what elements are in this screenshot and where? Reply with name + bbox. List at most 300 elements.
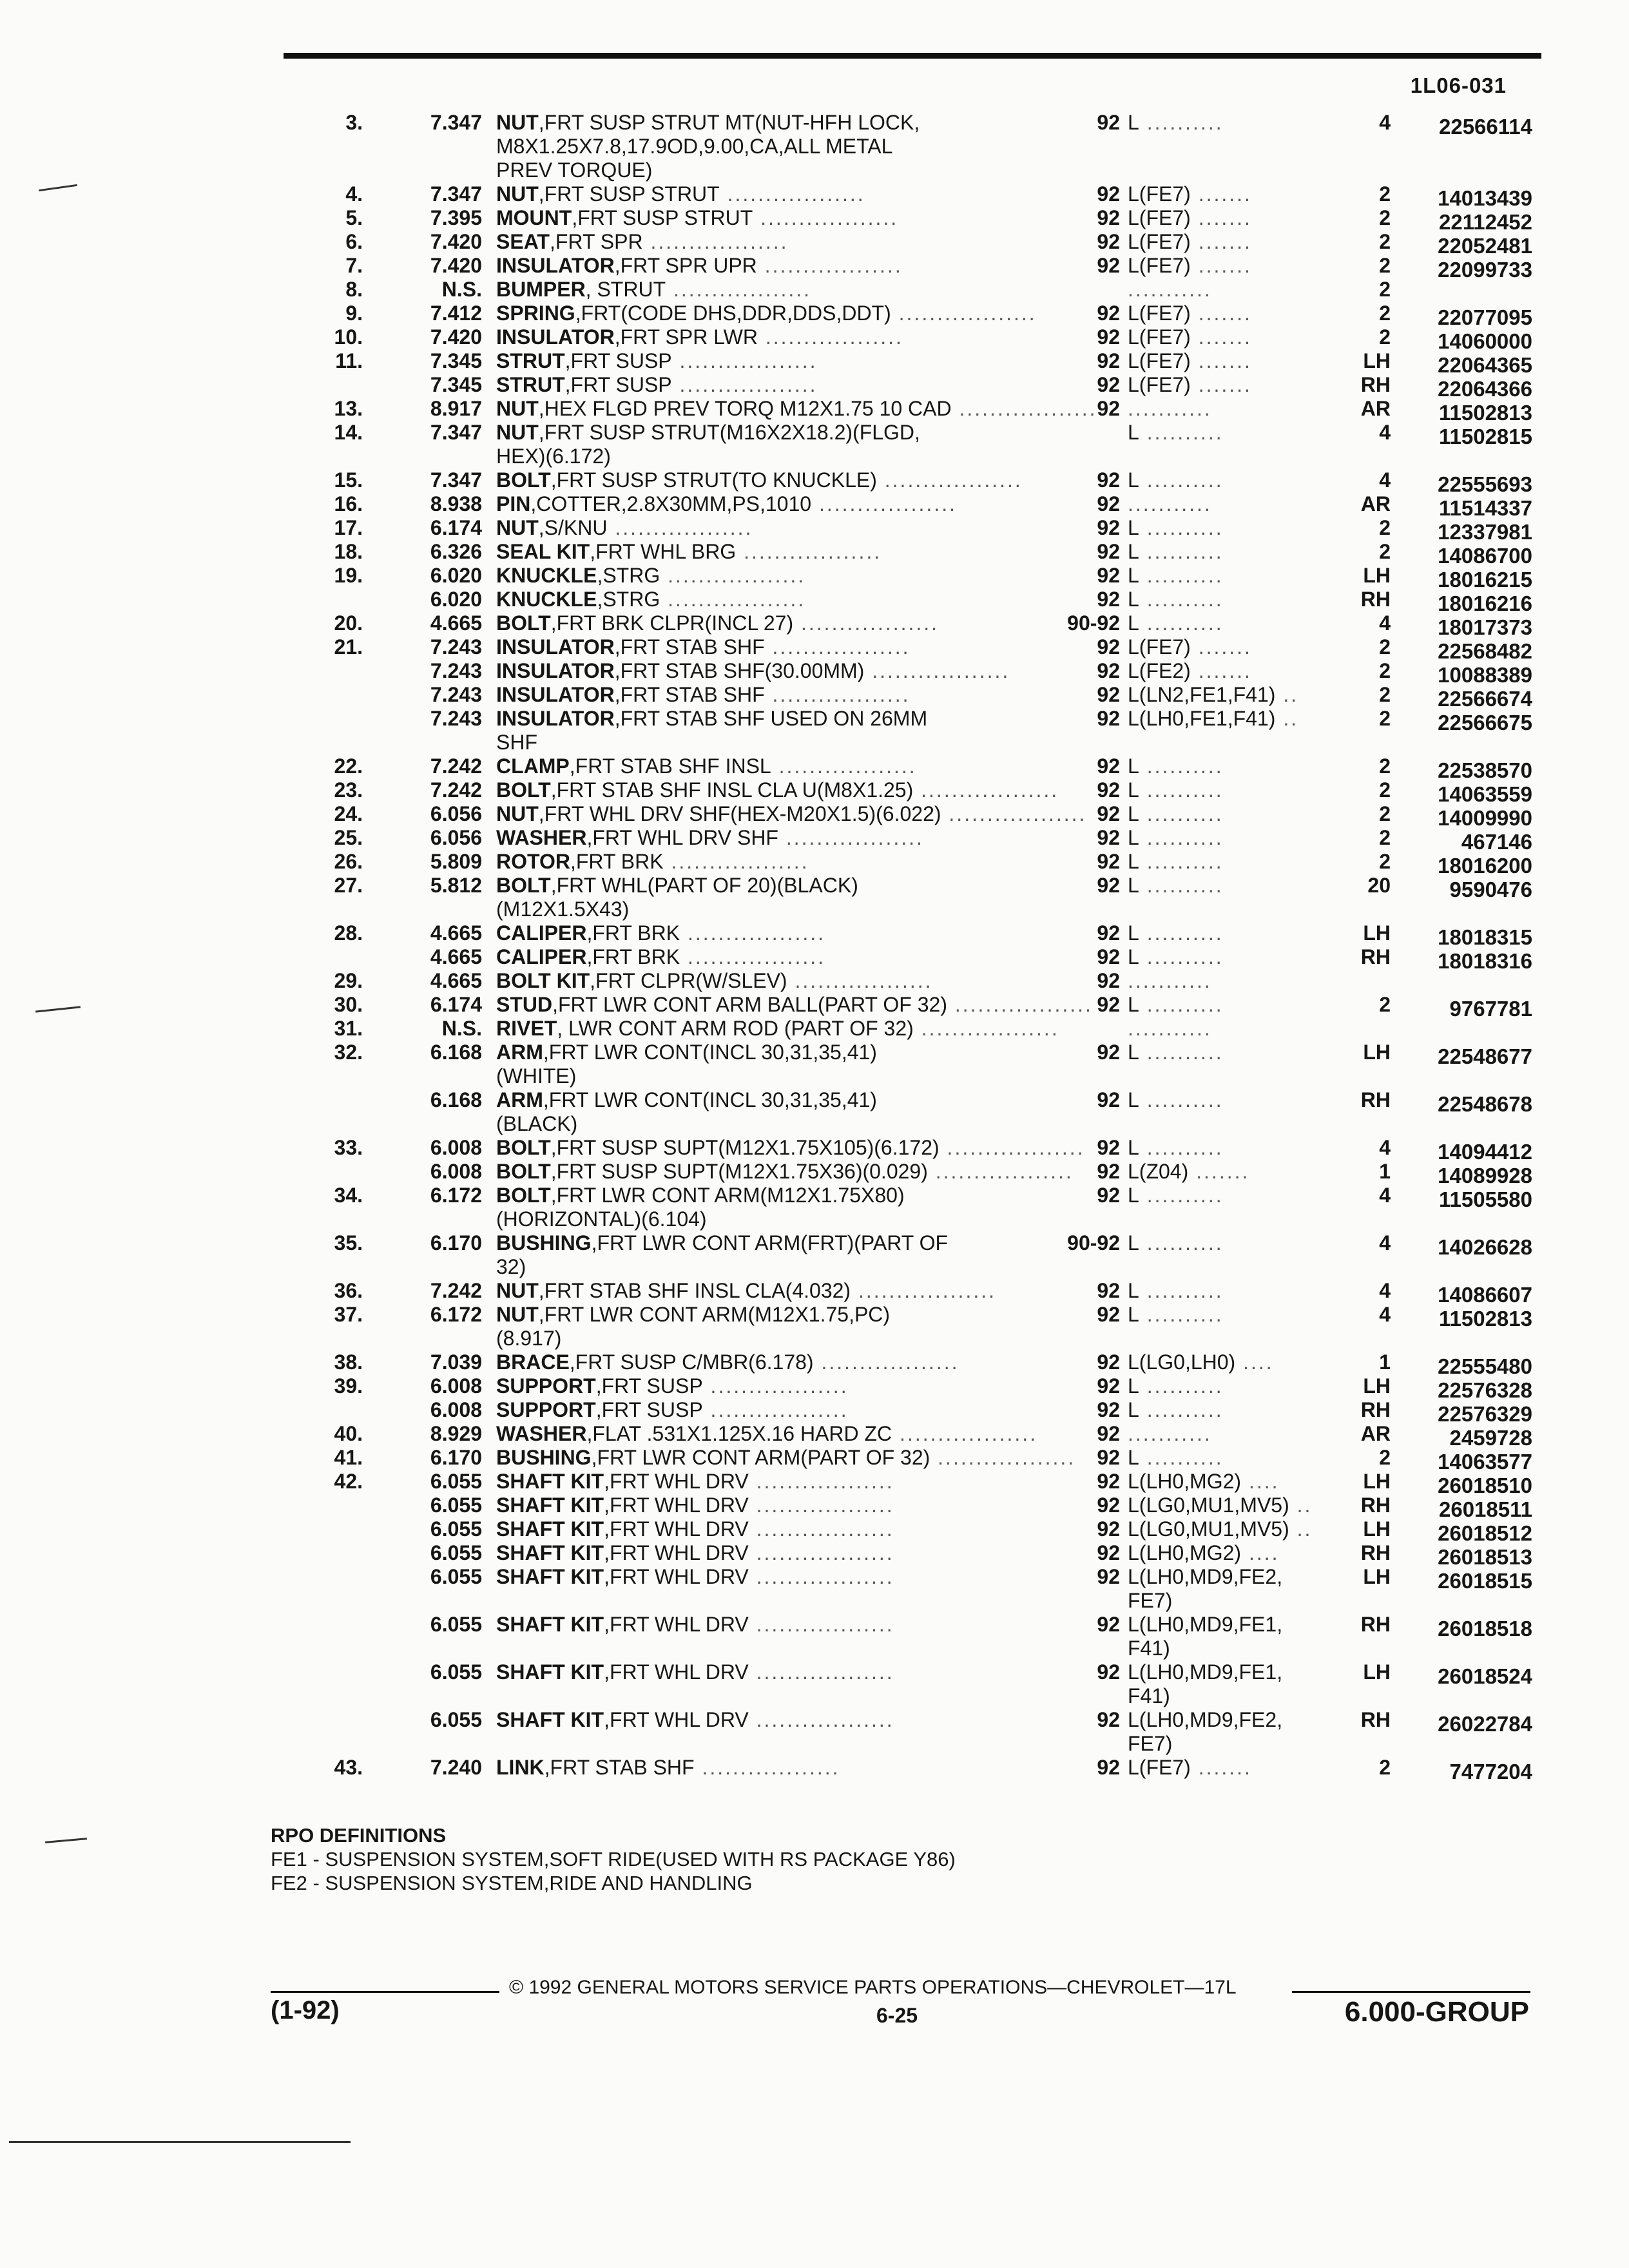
year: 92 [1097,1517,1120,1541]
quantity: 2 [1379,659,1391,682]
usage-line [1128,754,1224,778]
part-name: CLAMP [496,754,570,778]
part-number: 14094412 [1438,1140,1532,1164]
quantity: 4 [1379,1231,1391,1254]
fig-number: 17. [334,516,363,539]
part-name: SHAFT KIT [496,1541,604,1564]
part-description [496,1708,1050,1732]
usage-line [1128,230,1252,254]
usage-line [1128,802,1224,826]
table-row [0,397,1629,425]
part-description [496,1017,1059,1041]
usage-code [1128,921,1224,945]
leader-dots: .................. [671,373,818,396]
part-description [496,707,1050,754]
usage-continuation: F41) [1128,1684,1170,1707]
part-name: CALIPER [496,921,587,945]
usage-line [1128,302,1252,325]
part-name: MOUNT [496,206,572,229]
description-text: ,FRT LWR CONT(INCL 30,31,35,41) [543,1041,877,1064]
year: 92 [1097,1613,1120,1636]
usage-text: L(LH0,MD9,FE1, [1128,1660,1283,1684]
description-line [496,611,1050,635]
table-row [0,111,1629,182]
leader-dots: .................. [951,397,1097,420]
usage-line [1128,921,1224,945]
part-name: ARM [496,1041,543,1064]
parts-table [0,111,1629,1783]
leader-dots: .......... [1139,111,1224,134]
part-number: 14060000 [1438,329,1532,353]
table-row [0,1398,1629,1426]
description-line [496,1279,1050,1303]
fig-number: 9. [345,302,363,325]
leader-dots: ....... [1190,182,1252,206]
usage-line [1128,397,1212,421]
quantity: LH [1363,1041,1391,1064]
year: 92 [1097,1350,1120,1374]
leader-dots: ....... [1190,230,1252,253]
usage-line [1128,1541,1280,1565]
leader-dots: .. [1275,707,1299,730]
part-description [496,921,1050,945]
fig-number: 14. [334,421,363,444]
description-text: ,STRG [597,564,660,587]
fig-number: 31. [334,1017,363,1040]
part-description [496,683,1050,707]
usage-line [1128,1279,1224,1303]
fig-number: 42. [334,1470,363,1493]
quantity: RH [1360,1088,1391,1111]
usage-text: L(FE7) [1128,373,1191,396]
table-row [0,1446,1629,1474]
usage-line [1128,1517,1312,1541]
description-text: ,FRT WHL DRV [604,1613,749,1636]
group-number: 6.055 [430,1565,482,1588]
quantity: 2 [1379,230,1391,253]
year: 92 [1097,397,1120,420]
part-name: INSULATOR [496,325,615,349]
description-line [496,564,1050,588]
description-line [496,1112,1050,1136]
part-number: 22555693 [1438,472,1532,496]
usage-text: L(FE7) [1128,206,1191,229]
part-description [496,850,1050,874]
group-number: 7.347 [430,468,482,492]
fig-number: 18. [334,540,363,563]
table-row [0,373,1629,401]
part-description [496,373,1050,397]
year: 92 [1097,182,1120,206]
leader-dots: .................. [941,802,1087,825]
description-line [496,278,1050,302]
leader-dots: .......... [1139,421,1224,444]
part-description [496,230,1050,254]
part-name: INSULATOR [496,254,615,277]
part-name: STRUT [496,349,565,372]
description-text: SHF [496,731,537,754]
quantity: RH [1360,1541,1391,1564]
usage-code [1128,1708,1282,1756]
usage-line [1128,993,1224,1017]
description-line [496,898,1050,921]
leader-dots: .................. [666,278,812,301]
part-number: 18017373 [1438,615,1532,639]
year: 92 [1097,564,1120,587]
leader-dots: .................. [930,1446,1076,1469]
usage-code [1128,1446,1224,1470]
leader-dots: .................. [607,516,753,539]
table-row [0,945,1629,973]
description-text: ,FRT WHL DRV [604,1517,749,1541]
usage-line [1128,945,1224,969]
usage-line [1128,254,1252,278]
usage-line [1128,325,1252,349]
bottom-rule [9,2141,351,2143]
group-number: 6.326 [430,540,482,563]
page-number: 6-25 [876,2004,918,2027]
description-text: ,FRT LWR CONT ARM(M12X1.75X80) [550,1184,905,1207]
description-text: 32) [496,1255,526,1278]
description-line [496,182,1050,206]
fig-number: 39. [334,1374,363,1398]
leader-dots: .................. [702,1398,849,1421]
leader-dots: ....... [1190,206,1252,229]
usage-text: L [1128,1446,1139,1469]
usage-line [1128,1565,1282,1589]
leader-dots: .................. [811,492,957,515]
leader-dots: .......... [1139,1136,1224,1159]
usage-code [1128,1303,1224,1327]
leader-dots: .. [1289,1517,1313,1541]
usage-code [1128,1160,1249,1184]
part-name: SHAFT KIT [496,1660,604,1684]
group-number: 7.420 [430,325,482,349]
part-number: 11502813 [1438,1307,1532,1331]
usage-code [1128,111,1224,135]
fig-number: 15. [334,468,363,492]
description-text: (WHITE) [496,1064,577,1088]
usage-code [1128,182,1252,206]
part-name: SUPPORT [496,1374,596,1398]
usage-text: L [1128,588,1139,611]
quantity: 2 [1379,1446,1391,1469]
part-description [496,1446,1076,1470]
table-row [0,1303,1629,1350]
description-line [496,468,1050,492]
part-description [496,206,1050,230]
part-description [496,969,1050,993]
quantity: AR [1360,492,1391,515]
part-number: 22566675 [1438,711,1532,735]
description-line [496,1255,1050,1279]
description-line [496,1517,1050,1541]
usage-code [1128,397,1212,421]
part-description [496,1374,1050,1398]
usage-text: L(LN2,FE1,F41) [1128,683,1276,706]
part-name: PIN [496,492,531,515]
part-number: 22566114 [1438,115,1532,139]
table-row [0,1613,1629,1660]
part-number: 11502813 [1438,401,1532,425]
usage-line [1128,492,1212,516]
table-row [0,540,1629,568]
table-row [0,1660,1629,1708]
group-number: 6.055 [430,1660,482,1684]
usage-line [1128,635,1252,659]
description-text: ,FRT SPR UPR [614,254,757,277]
quantity: 4 [1379,611,1391,635]
leader-dots: .................. [671,349,818,372]
description-line [496,325,1050,349]
leader-dots: ....... [1190,302,1252,325]
date-code: (1-92) [271,1996,340,2024]
part-number: 22566674 [1438,687,1532,711]
part-name: ARM [496,1088,543,1111]
usage-continuation: FE7) [1128,1732,1173,1755]
part-description [496,1398,1050,1422]
part-name: RIVET [496,1017,557,1040]
usage-code [1128,1565,1282,1613]
table-row [0,1136,1629,1164]
quantity: LH [1363,1660,1391,1684]
leader-dots: ....... [1188,1160,1250,1183]
part-number: 14063559 [1438,782,1532,806]
usage-code [1128,1660,1282,1708]
table-row [0,421,1629,468]
usage-code [1128,1541,1280,1565]
description-text: ,FRT WHL DRV SHF(HEX-M20X1.5)(6.022) [538,802,941,825]
part-description [496,1184,1050,1231]
description-line [496,588,1050,611]
leader-dots: .......... [1139,874,1224,897]
usage-text: L(FE7) [1128,254,1191,277]
part-name: SUPPORT [496,1398,596,1421]
description-text: ,FRT SUSP C/MBR(6.178) [569,1350,814,1374]
usage-code [1128,564,1224,588]
leader-dots: .................. [736,540,882,563]
usage-code [1128,1470,1280,1494]
group-number: 4.665 [430,969,482,992]
description-line [496,349,1050,373]
description-line [496,1184,1050,1207]
quantity: RH [1360,945,1391,968]
part-description [496,778,1059,802]
year: 92 [1097,826,1120,849]
table-row [0,182,1629,210]
part-name: NUT [496,1303,539,1326]
description-text: ,FRT SUSP STRUT MT(NUT-HFH LOCK, [538,111,920,134]
table-row [0,492,1629,520]
usage-line [1128,1446,1224,1470]
description-line [496,754,1050,778]
leader-dots: .......... [1139,1279,1224,1302]
description-line [496,731,1050,754]
group-number: 6.174 [430,516,482,539]
group-number: 6.055 [430,1541,482,1564]
usage-line [1128,373,1252,397]
leader-dots: .................. [757,325,903,349]
part-description [496,564,1050,588]
part-description [496,635,1050,659]
part-number: 11502815 [1438,425,1532,448]
quantity: LH [1363,921,1391,945]
part-description [496,1565,1050,1589]
year: 90-92 [1067,1231,1120,1254]
quantity: 2 [1379,993,1391,1016]
leader-dots: .................. [892,1422,1038,1445]
part-name: STRUT [496,373,565,396]
group-number: 7.240 [430,1756,482,1779]
usage-code [1128,1136,1224,1160]
usage-code [1128,826,1224,850]
year: 92 [1097,802,1120,825]
table-row [0,1708,1629,1756]
table-row [0,802,1629,830]
quantity: 1 [1379,1350,1391,1374]
part-number: 12337981 [1438,520,1532,544]
leader-dots: .................. [813,1350,959,1374]
part-name: LINK [496,1756,545,1779]
year: 92 [1097,1565,1120,1588]
group-number: 7.420 [430,254,482,277]
fig-number: 13. [334,397,363,420]
usage-text: L(LH0,MD9,FE2, [1128,1708,1283,1731]
group-number: 6.008 [430,1398,482,1421]
year: 92 [1097,206,1120,229]
usage-code [1128,302,1252,325]
year: 92 [1097,778,1120,802]
part-description [496,349,1050,373]
leader-dots: .................. [757,254,903,277]
part-name: ROTOR [496,850,570,873]
usage-text: L [1128,802,1139,825]
usage-line [1128,421,1224,445]
part-description [496,516,1050,540]
usage-text: L [1128,1041,1139,1064]
description-text: ,FRT WHL DRV [604,1470,749,1493]
description-line [496,683,1050,707]
leader-dots: .................. [778,826,924,849]
year: 92 [1097,540,1120,563]
part-name: BOLT KIT [496,969,590,992]
description-text: ,FRT WHL DRV [604,1565,749,1588]
copyright: © 1992 GENERAL MOTORS SERVICE PARTS OPERATIONS—CHEVROLET—17L [509,1977,1237,1998]
usage-code [1128,492,1212,516]
group-number: 6.174 [430,993,482,1016]
part-number: 22099733 [1438,258,1532,282]
quantity: AR [1360,397,1391,420]
usage-line [1128,826,1224,850]
part-name: SHAFT KIT [496,1494,604,1517]
description-text: , STRUT [585,278,666,301]
part-name: SHAFT KIT [496,1613,604,1636]
usage-text: L [1128,1088,1139,1111]
description-line [496,1327,1050,1350]
table-row [0,1350,1629,1378]
year: 92 [1097,1660,1120,1684]
part-name: CALIPER [496,945,587,968]
leader-dots: .......... [1139,1446,1224,1469]
group-number: 4.665 [430,921,482,945]
leader-dots: .... [1241,1470,1280,1493]
group-number: 8.929 [430,1422,482,1445]
leader-dots: .................. [939,1136,1085,1159]
part-number: 10088389 [1438,663,1532,687]
leader-dots: .......... [1139,1374,1224,1398]
leader-dots: .................. [913,778,1059,802]
leader-dots: ........... [1128,969,1212,992]
part-description [496,802,1087,826]
usage-code [1128,230,1252,254]
quantity: LH [1363,564,1391,587]
year: 92 [1097,1303,1120,1326]
part-description [496,1541,1050,1565]
part-name: SHAFT KIT [496,1517,604,1541]
description-text: ,FRT BRK [570,850,664,873]
year: 92 [1097,1541,1120,1564]
part-name: BUSHING [496,1446,592,1469]
quantity: RH [1360,1708,1391,1731]
table-row [0,659,1629,687]
leader-dots: .................. [748,1708,894,1731]
leader-dots: .......... [1139,754,1224,778]
part-description [496,278,1050,302]
leader-dots: ........... [1128,278,1212,301]
leader-dots: .................. [771,754,917,778]
group-number: 7.395 [430,206,482,229]
part-number: 2459728 [1449,1426,1532,1450]
group-number: 6.172 [430,1303,482,1326]
usage-code [1128,1517,1312,1541]
leader-dots: .......... [1139,540,1224,563]
description-text: ,FRT SUSP SUPT(M12X1.75X36)(0.029) [550,1160,928,1183]
year: 92 [1097,1184,1120,1207]
description-text: ,FRT SUSP STRUT(TO KNUCKLE) [550,468,877,492]
year: 92 [1097,635,1120,658]
part-number: 22077095 [1438,305,1532,329]
year: 92 [1097,468,1120,492]
description-line [496,445,1050,468]
group-number: 6.008 [430,1160,482,1183]
usage-code [1128,754,1224,778]
usage-line [1128,659,1252,683]
part-name: BOLT [496,874,551,897]
part-number: 9767781 [1449,997,1532,1021]
description-text: ,FRT SUSP STRUT [572,206,753,229]
usage-code [1128,278,1212,302]
description-text: ,HEX FLGD PREV TORQ M12X1.75 10 CAD [538,397,952,420]
part-description [496,468,1050,492]
part-number: 22576329 [1438,1402,1532,1426]
group-number: 6.055 [430,1494,482,1517]
description-text: (8.917) [496,1327,562,1350]
group-number: 7.420 [430,230,482,253]
group-number: 6.008 [430,1136,482,1159]
year: 92 [1097,683,1120,706]
usage-line [1128,564,1224,588]
group-number: 7.347 [430,182,482,206]
year: 92 [1097,230,1120,253]
description-line [496,1398,1050,1422]
year: 92 [1097,1279,1120,1302]
leader-dots: .................. [680,945,825,968]
part-name: SPRING [496,302,575,325]
description-line [496,1756,1050,1780]
part-name: KNUCKLE [496,564,597,587]
description-text: PREV TORQUE) [496,159,653,182]
group-number: 7.412 [430,302,482,325]
